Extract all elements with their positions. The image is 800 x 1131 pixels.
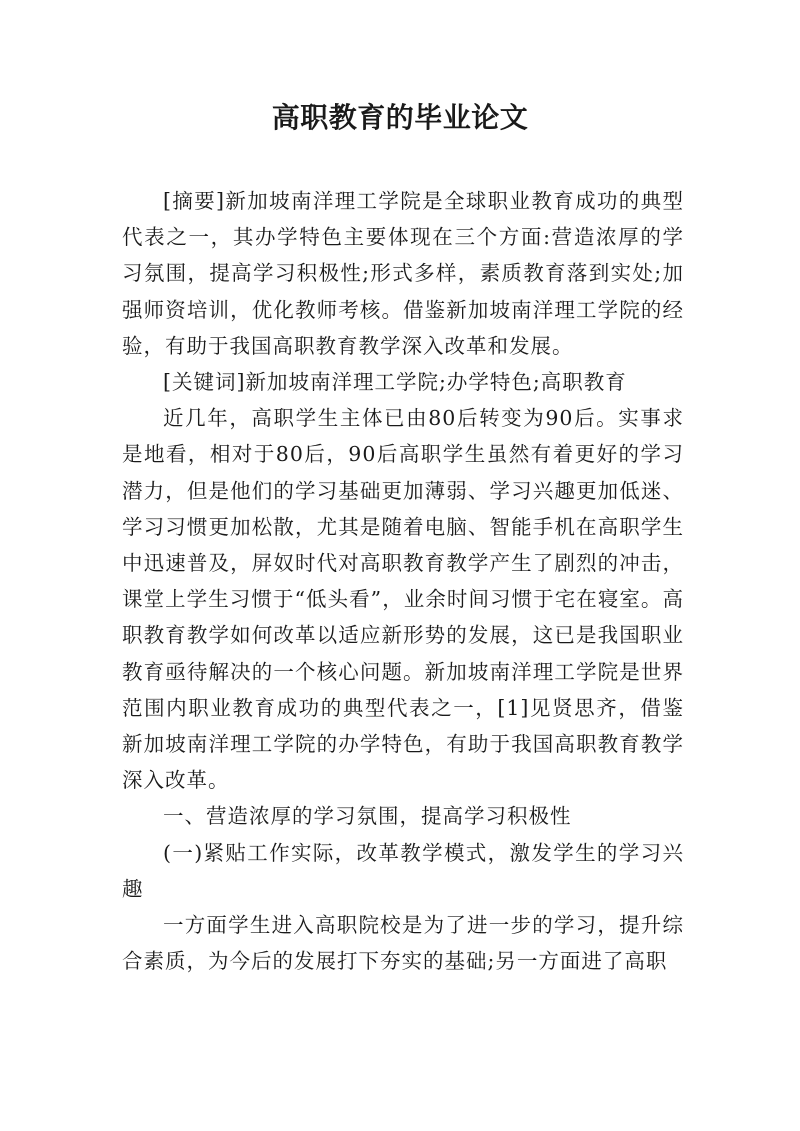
section-heading: 一、营造浓厚的学习氛围，提高学习积极性 <box>163 804 572 829</box>
document-body <box>122 183 684 979</box>
document-title: 高职教育的毕业论文 <box>271 101 529 134</box>
subsection-heading: (一)紧贴工作实际，改革教学模式，激发学生的学习兴趣 <box>122 840 684 901</box>
introduction-paragraph: 近几年，高职学生主体已由80后转变为90后。实事求是地看，相对于80后，90后高职学生虽然有着更好的学习潜力，但是他们的学习基础更加薄弱、学习兴趣更加低迷、学习习惯更加松散，尤其是随着电脑、智能手机在高职学生中迅速普及，屏奴时代对高职教育教学产生了剧烈的冲击，课堂上学生习惯于“低头看”，业余时间习惯于宅在寝室。高职教育教学如何改革以适应新形势的发展，这已是我国职业教育亟待解决的一个核心问题。新加坡南洋理工学院是世界范围内职业教育成功的典型代表之一，[1]见贤思齐，借鉴新加坡南洋理工学院的办学特色，有助于我国高职教育教学深入改革。 <box>122 406 684 793</box>
keywords-paragraph: [关键词]新加坡南洋理工学院;办学特色;高职教育 <box>163 370 627 395</box>
abstract-paragraph: [摘要]新加坡南洋理工学院是全球职业教育成功的典型代表之一，其办学特色主要体现在三个方面:营造浓厚的学习氛围，提高学习积极性;形式多样，素质教育落到实处;加强师资培训，优化教师考核。借鉴新加坡南洋理工学院的经验，有助于我国高职教育教学深入改革和发展。 <box>122 189 684 358</box>
body-paragraph: 一方面学生进入高职院校是为了进一步的学习，提升综合素质，为今后的发展打下夯实的基础;另一方面进了高职 <box>122 913 684 974</box>
